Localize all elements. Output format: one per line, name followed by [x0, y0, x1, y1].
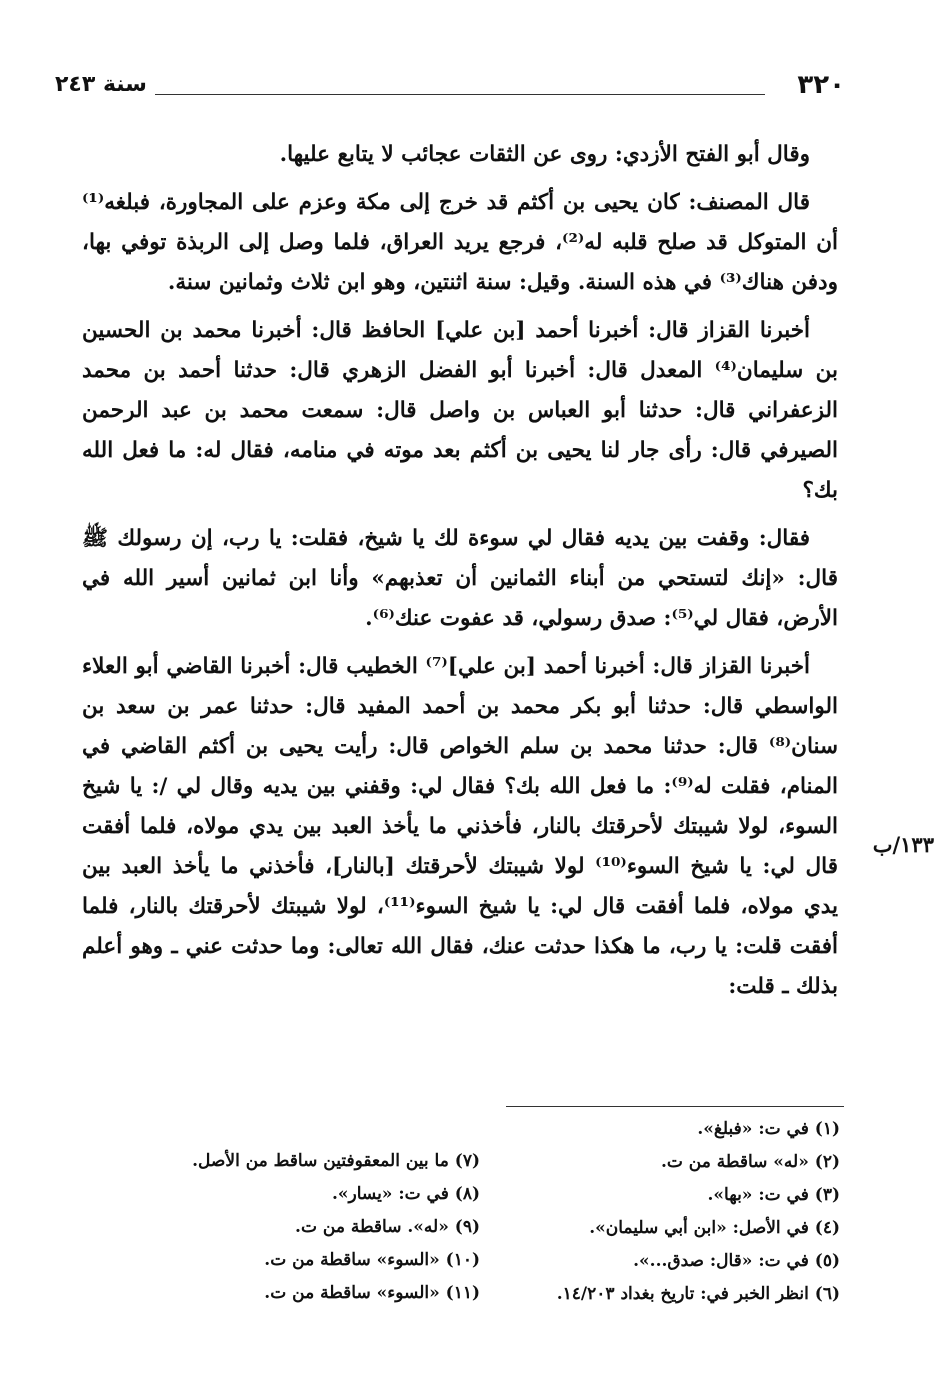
footnote: (٦) انظر الخبر في: تاريخ بغداد ١٤/٢٠٣.: [556, 1284, 840, 1304]
main-text: [82, 135, 838, 1015]
year-label: سنة ٢٤٣: [55, 72, 147, 97]
footnotes-right-column: [510, 1113, 840, 1311]
footnote-rule: [506, 1106, 844, 1107]
footnote: (٩) «له». ساقطة من ت.: [295, 1217, 480, 1237]
footnote: (١٠) «السوء» ساقطة من ت.: [264, 1250, 480, 1270]
footnote: (٨) في ت: «يسار».: [331, 1184, 480, 1204]
footnote: (١١) «السوء» ساقطة من ت.: [264, 1283, 480, 1303]
footnote: (٣) في ت: «بها».: [707, 1185, 840, 1205]
paragraph: أخبرنا القزاز قال: أخبرنا أحمد [بن علي]⁽⁷⁾ الخطيب قال: أخبرنا القاضي أبو العلاء الواسطي قال: حدثنا أبو بكر محمد بن أحمد المفيد قال: حدثنا عمر بن سعد بن سنان⁽⁸⁾ قال: حدثنا محمد بن سلم الخواص قال: رأيت يحيى بن أكثم القاضي في المنام، فقلت له⁽⁹⁾: ما فعل الله بك؟ فقال لي: وقفني بين يديه وقال لي /: يا شيخ السوء، لولا شيبتك لأحرقتك بالنار، فأخذني ما يأخذ العبد بين يدي مولاه، فلما أفقت قال لي: يا شيخ السوء⁽¹⁰⁾ لولا شيبتك لأحرقتك [بالنار]، فأخذني ما يأخذ العبد بين يدي مولاه، فلما أفقت قال لي: يا شيخ السوء⁽¹¹⁾، لولا شيبتك لأحرقتك بالنار، فلما أفقت قلت: يا رب، ما هكذا حدثت عنك، فقال الله تعالى: وما حدثت عني ـ وهو أعلم بذلك ـ قلت:: [82, 654, 838, 999]
margin-folio-note: ١٣٣/ب: [872, 832, 934, 857]
footnotes-left-column: [150, 1145, 480, 1310]
page-header: [55, 70, 845, 104]
footnote: (٤) في الأصل: «ابن أبي سليمان».: [589, 1218, 840, 1238]
footnote: (٧) ما بين المعقوفتين ساقط من الأصل.: [192, 1151, 480, 1171]
paragraph: وقال أبو الفتح الأزدي: روى عن الثقات عجائب لا يتابع عليها.: [279, 142, 810, 167]
paragraph: أخبرنا القزاز قال: أخبرنا أحمد [بن علي] الحافظ قال: أخبرنا محمد بن الحسين بن سليمان⁽⁴⁾ المعدل قال: أخبرنا أبو الفضل الزهري قال: حدثنا أحمد بن محمد الزعفراني قال: حدثنا أبو العباس بن واصل قال: سمعت محمد بن عبد الرحمن الصيرفي قال: رأى جار لنا يحيى بن أكثم بعد موته في منامه، فقال له: ما فعل الله بك؟: [82, 318, 838, 503]
paragraph: قال المصنف: كان يحيى بن أكثم قد خرج إلى مكة وعزم على المجاورة، فبلغه⁽¹⁾ أن المتوكل قد صلح قلبه له⁽²⁾، فرجع يريد العراق، فلما وصل إلى الربذة توفي بها، ودفن هناك⁽³⁾ في هذه السنة. وقيل: سنة اثنتين، وهو ابن ثلاث وثمانين سنة.: [82, 190, 839, 295]
page-number: ٣٢٠: [797, 70, 845, 100]
footnote: (١) في ت: «فبلغ».: [697, 1119, 840, 1139]
footnote: (٢) «له» ساقطة من ت.: [660, 1152, 840, 1172]
header-rule: [155, 94, 765, 95]
footnote: (٥) في ت: «قال: صدق...».: [633, 1251, 840, 1271]
paragraph: فقال: وقفت بين يديه فقال لي سوءة لك يا شيخ، فقلت: يا رب، إن رسولك ﷺ قال: «إنك لتستحي من أبناء الثمانين أن تعذبهم» وأنا ابن ثمانين أسير الله في الأرض، فقال لي⁽⁵⁾: صدق رسولي، قد عفوت عنك⁽⁶⁾.: [82, 526, 838, 631]
